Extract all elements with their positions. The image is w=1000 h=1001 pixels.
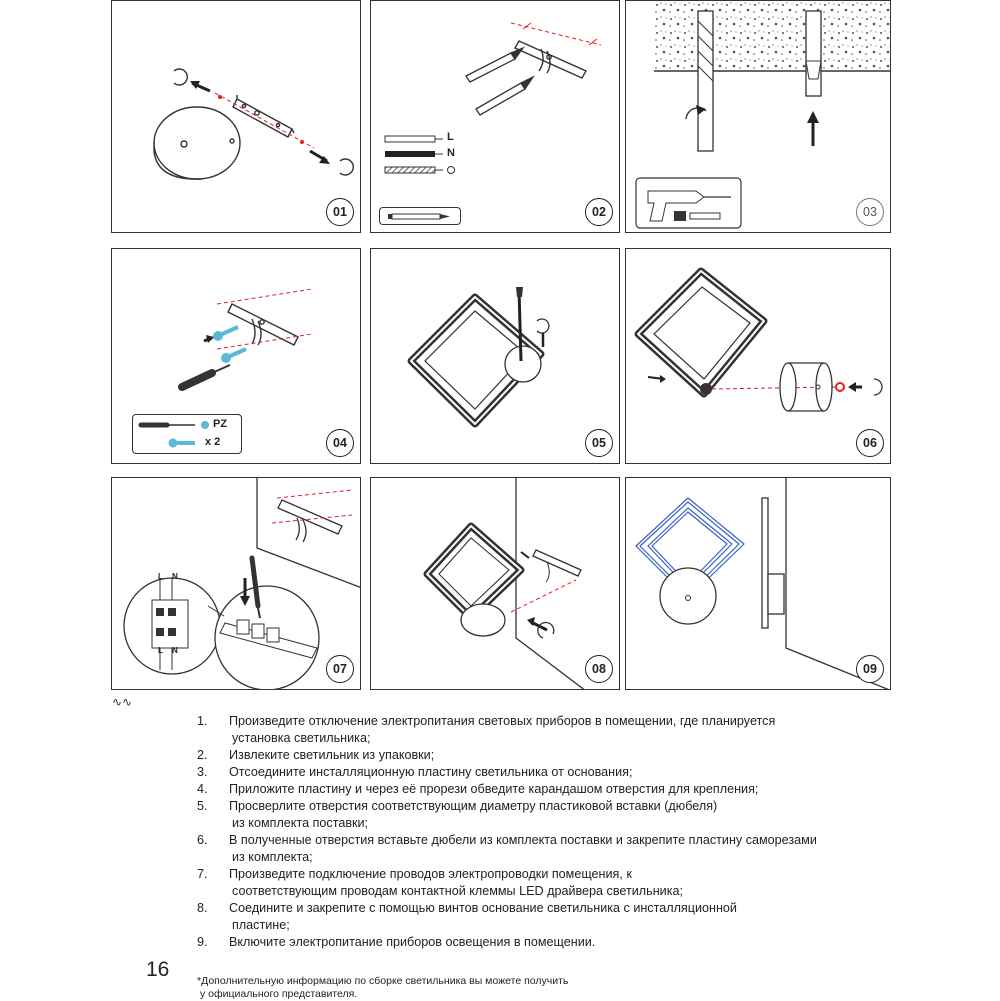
step-panel-03	[625, 0, 891, 233]
footnote-line-2: у официального представителя.	[200, 988, 358, 1000]
page-number: 16	[146, 958, 170, 981]
terminal-label-bottom-l: L	[158, 646, 163, 655]
step-06-illustration	[626, 249, 891, 464]
step-09-illustration	[626, 478, 891, 690]
instruction-steps	[197, 713, 897, 951]
step-03-illustration	[626, 1, 891, 233]
step-number-badge: 01	[326, 198, 354, 226]
step-number-badge: 09	[856, 655, 884, 683]
step-panel-02	[370, 0, 620, 233]
footnote-line-1: *Дополнительную информацию по сборке светильника вы можете получить	[197, 975, 569, 987]
instruction-step: 7. Произведите подключение проводов электропроводки помещения, к соответствующим проводам контактной клеммы LED драйвера светильника;	[197, 867, 683, 898]
step-panel-06	[625, 248, 891, 464]
terminal-label-bottom-n: N	[172, 646, 178, 655]
continuation-icon: ∿∿	[112, 695, 133, 709]
step-number-badge: 07	[326, 655, 354, 683]
step-08-illustration	[371, 478, 620, 690]
screw-count-label: x 2	[205, 436, 221, 448]
step-07-illustration	[112, 478, 361, 690]
step-panel-07	[111, 477, 361, 690]
instruction-step: 6. В полученные отверстия вставьте дюбели из комплекта поставки и закрепите пластину саморезами из комплекта;	[197, 833, 817, 864]
instruction-step: 5. Просверлите отверстия соответствующим диаметру пластиковой вставки (дюбеля) из комплекта поставки;	[197, 799, 718, 830]
step-panel-08	[370, 477, 620, 690]
step-number-badge: 08	[585, 655, 613, 683]
instruction-step: 8. Соедините и закрепите с помощью винтов основание светильника с инсталляционной пластине;	[197, 901, 737, 932]
step-panel-04	[111, 248, 361, 464]
pencil-legend	[379, 207, 461, 225]
footnote	[197, 975, 677, 1001]
wire-label-neutral: N	[447, 147, 455, 159]
step-02-illustration	[371, 1, 620, 233]
step-05-illustration	[371, 249, 620, 464]
instruction-step: 4. Приложите пластину и через её прорези обведите карандашом отверстия для крепления;	[197, 782, 759, 796]
screw-legend	[132, 414, 242, 454]
wire-label-live: L	[447, 131, 454, 143]
step-number-badge: 04	[326, 429, 354, 457]
screw-bit-label: PZ	[213, 418, 228, 430]
instruction-step: 2. Извлеките светильник из упаковки;	[197, 748, 435, 762]
terminal-label-top-n: N	[172, 572, 178, 581]
step-panel-01	[111, 0, 361, 233]
step-01-illustration	[112, 1, 361, 233]
step-number-badge: 05	[585, 429, 613, 457]
step-number-badge: 06	[856, 429, 884, 457]
instruction-step: 3. Отсоедините инсталляционную пластину светильника от основания;	[197, 765, 633, 779]
step-number-badge: 02	[585, 198, 613, 226]
instruction-step: 9. Включите электропитание приборов освещения в помещении.	[197, 935, 596, 949]
pencil-icon	[380, 208, 462, 226]
terminal-label-top-l: L	[158, 572, 163, 581]
step-number-badge: 03	[856, 198, 884, 226]
instruction-step: 1. Произведите отключение электропитания световых приборов в помещении, где планируется установка светильника;	[197, 714, 776, 745]
step-panel-09	[625, 477, 891, 690]
step-panel-05	[370, 248, 620, 464]
